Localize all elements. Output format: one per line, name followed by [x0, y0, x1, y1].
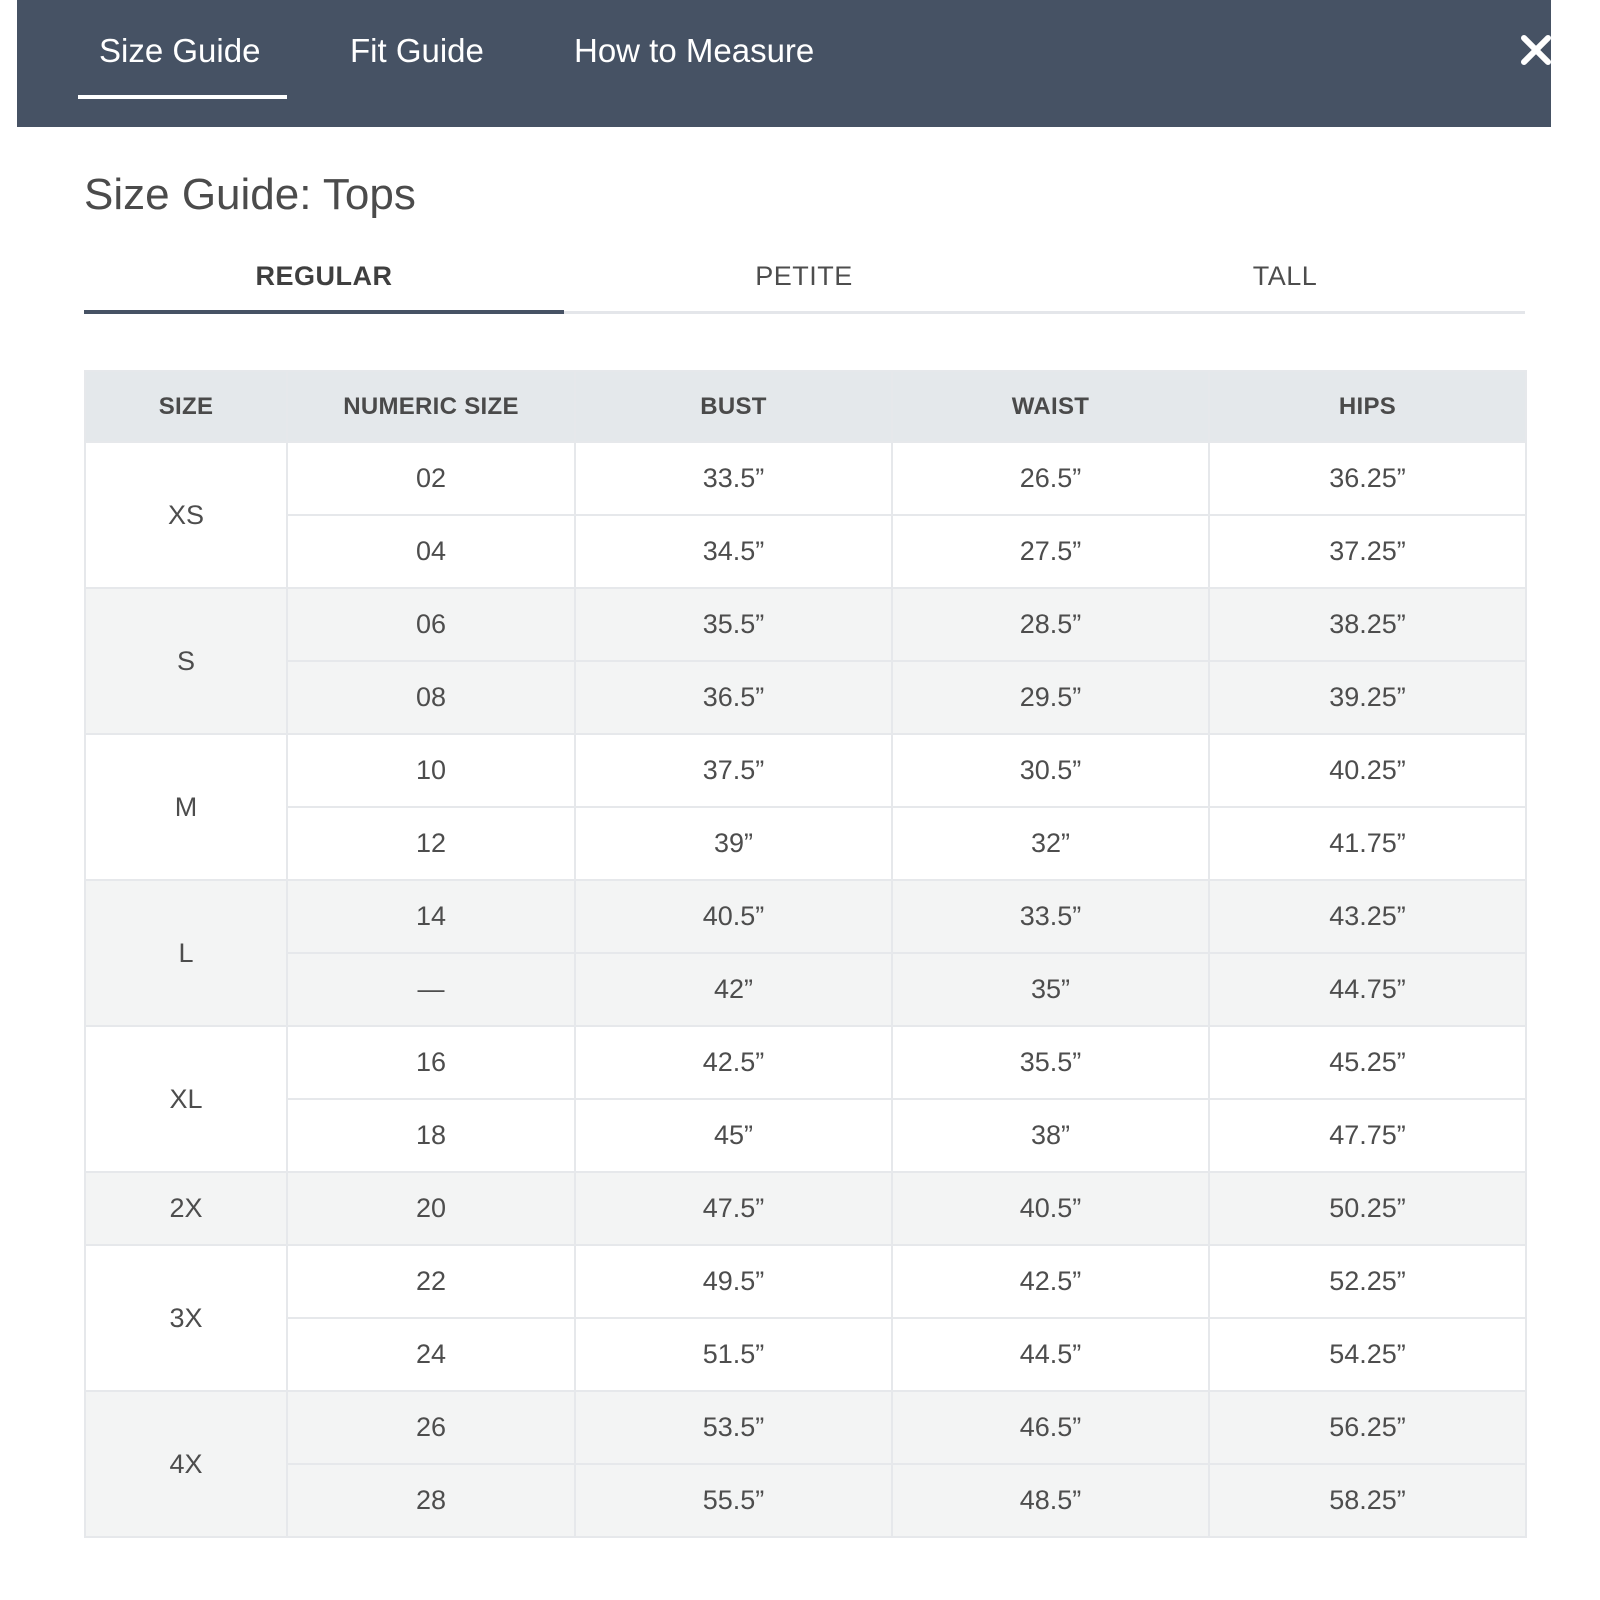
- hips-cell: 36.25”: [1209, 442, 1526, 515]
- waist-cell: 42.5”: [892, 1245, 1209, 1318]
- size-cell: M: [85, 734, 287, 880]
- size-cell: 3X: [85, 1245, 287, 1391]
- tab-tall[interactable]: TALL: [1252, 261, 1318, 291]
- close-button[interactable]: [1516, 30, 1556, 70]
- bust-cell: 51.5”: [575, 1318, 892, 1391]
- waist-cell: 44.5”: [892, 1318, 1209, 1391]
- table-row: [85, 1026, 1526, 1099]
- table-row: [85, 807, 1526, 880]
- numeric-size-cell: 26: [287, 1391, 575, 1464]
- table-row: [85, 1318, 1526, 1391]
- numeric-size-cell: 12: [287, 807, 575, 880]
- bust-cell: 53.5”: [575, 1391, 892, 1464]
- header-waist: WAIST: [892, 371, 1209, 442]
- hips-cell: 43.25”: [1209, 880, 1526, 953]
- table-row: [85, 734, 1526, 807]
- hips-cell: 56.25”: [1209, 1391, 1526, 1464]
- bust-cell: 49.5”: [575, 1245, 892, 1318]
- size-cell: XL: [85, 1026, 287, 1172]
- bust-cell: 42”: [575, 953, 892, 1026]
- table-row: [85, 953, 1526, 1026]
- numeric-size-cell: 24: [287, 1318, 575, 1391]
- table-row: [85, 588, 1526, 661]
- numeric-size-cell: 14: [287, 880, 575, 953]
- page-title: Size Guide: Tops: [84, 170, 416, 219]
- waist-cell: 35.5”: [892, 1026, 1209, 1099]
- waist-cell: 27.5”: [892, 515, 1209, 588]
- table-row: [85, 515, 1526, 588]
- header-hips: HIPS: [1209, 371, 1526, 442]
- bust-cell: 39”: [575, 807, 892, 880]
- size-cell: XS: [85, 442, 287, 588]
- bust-cell: 40.5”: [575, 880, 892, 953]
- size-cell: L: [85, 880, 287, 1026]
- hips-cell: 41.75”: [1209, 807, 1526, 880]
- size-cell: 2X: [85, 1172, 287, 1245]
- bust-cell: 42.5”: [575, 1026, 892, 1099]
- tab-petite[interactable]: PETITE: [755, 261, 853, 291]
- hips-cell: 37.25”: [1209, 515, 1526, 588]
- tab-how-to-measure[interactable]: How to Measure: [574, 32, 815, 69]
- hips-cell: 54.25”: [1209, 1318, 1526, 1391]
- waist-cell: 35”: [892, 953, 1209, 1026]
- numeric-size-cell: —: [287, 953, 575, 1026]
- waist-cell: 40.5”: [892, 1172, 1209, 1245]
- hips-cell: 52.25”: [1209, 1245, 1526, 1318]
- bust-cell: 55.5”: [575, 1464, 892, 1537]
- waist-cell: 33.5”: [892, 880, 1209, 953]
- hips-cell: 44.75”: [1209, 953, 1526, 1026]
- bust-cell: 35.5”: [575, 588, 892, 661]
- waist-cell: 46.5”: [892, 1391, 1209, 1464]
- table-row: [85, 1245, 1526, 1318]
- bust-cell: 47.5”: [575, 1172, 892, 1245]
- close-icon: [1516, 30, 1556, 70]
- header-size: SIZE: [85, 371, 287, 442]
- table-row: [85, 1099, 1526, 1172]
- fit-tabs: [84, 250, 1525, 314]
- bust-cell: 33.5”: [575, 442, 892, 515]
- tab-size-guide[interactable]: Size Guide: [99, 32, 261, 69]
- bust-cell: 34.5”: [575, 515, 892, 588]
- active-tab-indicator: [78, 95, 287, 99]
- table-body: [85, 442, 1526, 1537]
- waist-cell: 32”: [892, 807, 1209, 880]
- numeric-size-cell: 22: [287, 1245, 575, 1318]
- table-row: [85, 1464, 1526, 1537]
- numeric-size-cell: 28: [287, 1464, 575, 1537]
- hips-cell: 39.25”: [1209, 661, 1526, 734]
- numeric-size-cell: 06: [287, 588, 575, 661]
- numeric-size-cell: 20: [287, 1172, 575, 1245]
- numeric-size-cell: 02: [287, 442, 575, 515]
- size-cell: 4X: [85, 1391, 287, 1537]
- table-row: [85, 661, 1526, 734]
- waist-cell: 48.5”: [892, 1464, 1209, 1537]
- size-cell: S: [85, 588, 287, 734]
- waist-cell: 38”: [892, 1099, 1209, 1172]
- bust-cell: 37.5”: [575, 734, 892, 807]
- waist-cell: 29.5”: [892, 661, 1209, 734]
- hips-cell: 45.25”: [1209, 1026, 1526, 1099]
- numeric-size-cell: 08: [287, 661, 575, 734]
- hips-cell: 38.25”: [1209, 588, 1526, 661]
- bust-cell: 36.5”: [575, 661, 892, 734]
- size-table: [84, 370, 1527, 1538]
- table-header-row: [85, 371, 1526, 442]
- waist-cell: 26.5”: [892, 442, 1209, 515]
- numeric-size-cell: 10: [287, 734, 575, 807]
- hips-cell: 58.25”: [1209, 1464, 1526, 1537]
- numeric-size-cell: 04: [287, 515, 575, 588]
- table-row: [85, 442, 1526, 515]
- header-numeric-size: NUMERIC SIZE: [287, 371, 575, 442]
- table-row: [85, 1391, 1526, 1464]
- waist-cell: 30.5”: [892, 734, 1209, 807]
- waist-cell: 28.5”: [892, 588, 1209, 661]
- numeric-size-cell: 16: [287, 1026, 575, 1099]
- hips-cell: 50.25”: [1209, 1172, 1526, 1245]
- hips-cell: 40.25”: [1209, 734, 1526, 807]
- bust-cell: 45”: [575, 1099, 892, 1172]
- header-bust: BUST: [575, 371, 892, 442]
- modal-header: [17, 0, 1551, 127]
- tab-fit-guide[interactable]: Fit Guide: [350, 32, 484, 69]
- table-row: [85, 880, 1526, 953]
- table-row: [85, 1172, 1526, 1245]
- fit-tab-active-indicator: [84, 310, 564, 314]
- tab-regular[interactable]: REGULAR: [255, 261, 393, 291]
- numeric-size-cell: 18: [287, 1099, 575, 1172]
- hips-cell: 47.75”: [1209, 1099, 1526, 1172]
